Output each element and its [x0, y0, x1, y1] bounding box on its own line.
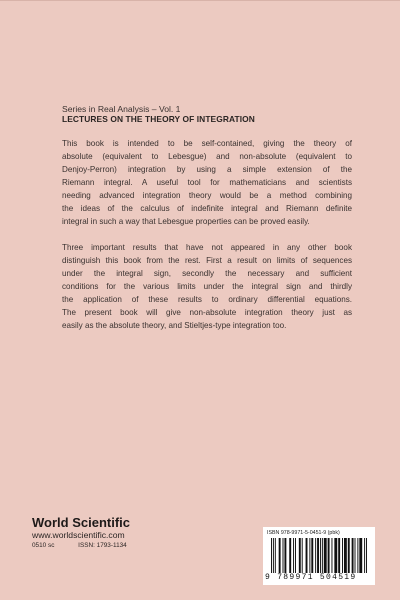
barcode-bar	[352, 538, 354, 573]
barcode-bar	[284, 538, 286, 573]
paragraph-1-line: Denjoy-Perron) integration by using a simple extension of the	[62, 165, 352, 174]
barcode-bar	[283, 538, 284, 573]
paragraph-2-line: under the integral sign, secondly the necessary and sufficient	[62, 269, 352, 278]
barcode-bar	[317, 538, 319, 573]
paragraph-1-line: the ideas of the calculus of indefinite integral and Riemann definite	[62, 204, 352, 213]
barcode-bar	[309, 538, 310, 573]
paragraph-2-line: the application of these results to ordinary differential equations.	[62, 295, 352, 304]
paragraph-1-line: absolute (equivalent to Lebesgue) and non-absolute (equivalent to	[62, 152, 352, 161]
barcode-bar	[315, 538, 316, 573]
barcode-bar	[289, 538, 291, 573]
paragraph-2-line: distinguish this book from the rest. First a result on limits of sequences	[62, 256, 352, 265]
barcode-bar	[311, 538, 313, 573]
barcode-bar	[279, 538, 281, 573]
blurb-section	[62, 104, 352, 345]
barcode-bar	[324, 538, 327, 573]
paragraph-2	[62, 241, 352, 332]
barcode-bar	[344, 538, 347, 573]
barcode-bars	[271, 538, 367, 573]
paragraph-2-line: Three important results that have not appeared in any other book	[62, 243, 352, 252]
barcode-bar	[359, 538, 362, 573]
barcode-bar	[364, 538, 365, 573]
barcode-bar	[366, 538, 367, 573]
publisher-block	[32, 515, 202, 551]
barcode-bar	[334, 538, 337, 573]
barcode-bar	[357, 538, 358, 573]
barcode-bar	[306, 538, 308, 573]
barcode-bar	[331, 538, 332, 573]
paragraph-1-line: This book is intended to be self-contained, giving the theory of	[62, 139, 352, 148]
paragraph-1-line: integral in such a way that Lebesgue properties can be proved easily.	[62, 217, 310, 226]
barcode-bar	[273, 538, 274, 573]
barcode-bar	[320, 538, 321, 573]
series-name: Series in Real Analysis – Vol. 1	[62, 104, 181, 114]
paragraph-1	[62, 137, 352, 228]
isbn-barcode	[263, 527, 375, 585]
barcode-bar	[299, 538, 301, 573]
paragraph-2-line: easily as the absolute theory, and Stieltjes-type integration too.	[62, 321, 287, 330]
publisher-codes	[32, 541, 202, 551]
publisher-name: World Scientific	[32, 515, 130, 530]
barcode-bar	[348, 538, 350, 573]
issn-number: ISSN: 1793-1134	[78, 542, 127, 549]
barcode-bar	[302, 538, 303, 573]
paragraph-1-line: needing advanced integration theory would be a method combining	[62, 191, 352, 200]
book-title: LECTURES ON THE THEORY OF INTEGRATION	[62, 114, 255, 124]
barcode-bar	[328, 538, 330, 573]
publisher-url: www.worldscientific.com	[32, 530, 125, 540]
barcode-number: 9 789971 504519	[265, 573, 357, 582]
barcode-bar	[355, 538, 356, 573]
paragraph-2-line: The present book will give non-absolute integration theory just as	[62, 308, 352, 317]
isbn-label: ISBN 978-9971-5-0451-9 (pbk)	[267, 530, 340, 536]
paragraph-2-line: conditions for the various limits under the integral sign and thirdly	[62, 282, 352, 291]
barcode-bar	[295, 538, 296, 573]
barcode-bar	[293, 538, 294, 573]
barcode-bar	[271, 538, 272, 573]
barcode-bar	[342, 538, 343, 573]
barcode-bar	[275, 538, 276, 573]
top-edge	[0, 0, 400, 1]
paragraph-1-line: Riemann integral. A useful tool for mathematicians and scientists	[62, 178, 352, 187]
product-code: 0510 sc	[32, 542, 55, 549]
barcode-bar	[322, 538, 323, 573]
barcode-bar	[338, 538, 340, 573]
